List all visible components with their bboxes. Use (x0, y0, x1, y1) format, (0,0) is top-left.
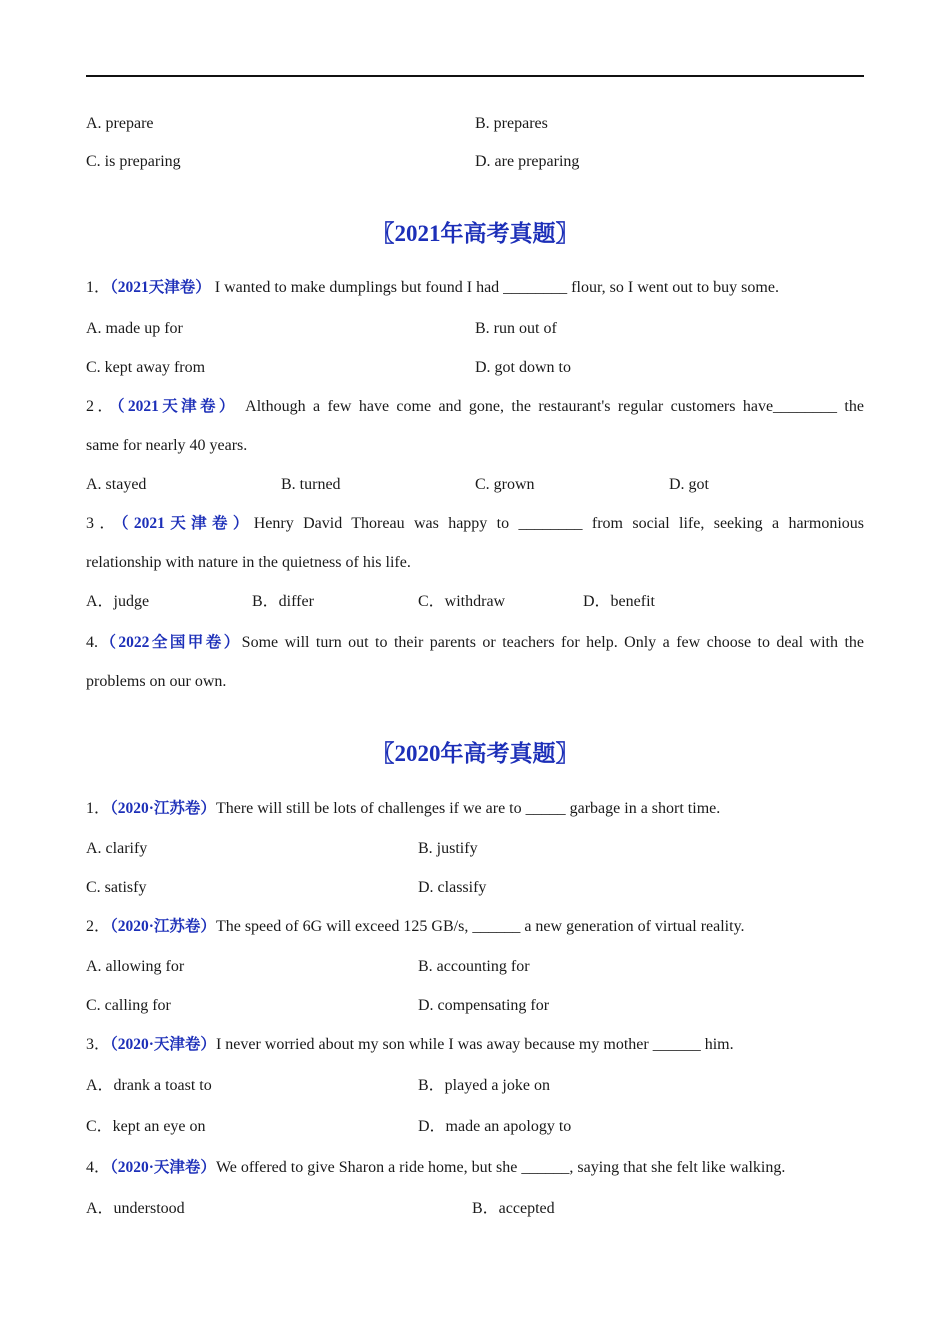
question-text-continued: relationship with nature in the quietness of his life. (86, 554, 411, 571)
header-rule (86, 75, 864, 77)
question-source: （2021天津卷） (110, 279, 211, 296)
question-number: 4． (86, 1159, 111, 1176)
question-text: Although a few have come and gone, the restaurant's regular customers have________ the (237, 398, 864, 415)
question-source: （2020·江苏卷） (110, 800, 216, 817)
question-text-continued: problems on our own. (86, 673, 227, 690)
option-c: C. satisfy (86, 879, 147, 896)
question-text-continued: same for nearly 40 years. (86, 437, 248, 454)
question-text: Some will turn out to their parents or teachers for help. Only a few choose to deal with the (241, 634, 864, 651)
option-b: B. prepares (475, 115, 548, 132)
question-text: Henry David Thoreau was happy to ________ from social life, seeking a harmonious (253, 515, 864, 532)
question-number: 4. (86, 634, 98, 651)
question-2021-1 (86, 278, 864, 298)
option-b: B. justify (418, 840, 478, 857)
option-d: D. got (669, 476, 709, 493)
question-2020-4 (86, 1158, 864, 1178)
question-number: 1． (86, 800, 111, 817)
question-number: 1． (86, 279, 111, 296)
question-2020-2 (86, 917, 864, 937)
question-text: There will still be lots of challenges if we are to _____ garbage in a short time. (215, 800, 721, 817)
question-source: （2020·天津卷） (110, 1036, 216, 1053)
option-b: B. turned (281, 476, 341, 493)
section-heading-2020: 〖2020年高考真题〗 (371, 741, 579, 766)
question-source: （2020·江苏卷） (110, 918, 216, 935)
option-c: C．withdraw (418, 593, 506, 610)
option-b: B. accounting for (418, 958, 530, 975)
option-a: A. prepare (86, 115, 154, 132)
option-b: B．played a joke on (418, 1077, 550, 1094)
option-d: D. classify (418, 879, 487, 896)
option-b: B. run out of (475, 320, 557, 337)
option-a: A. stayed (86, 476, 147, 493)
option-c: C. kept away from (86, 359, 206, 376)
question-2021-3 (86, 514, 864, 534)
option-b: B．differ (252, 593, 314, 610)
option-a: A．drank a toast to (86, 1077, 212, 1094)
question-text: We offered to give Sharon a ride home, but she ______, saying that she felt like walking. (215, 1159, 786, 1176)
question-number: 2． (86, 398, 117, 415)
option-a: A．understood (86, 1200, 185, 1217)
question-source: （2020·天津卷） (110, 1159, 216, 1176)
option-d: D．made an apology to (418, 1118, 572, 1135)
option-c: C．kept an eye on (86, 1118, 206, 1135)
question-2021-2 (86, 397, 864, 417)
question-number: 2． (86, 918, 111, 935)
question-2020-3 (86, 1035, 864, 1055)
option-d: D．benefit (583, 593, 655, 610)
question-text: The speed of 6G will exceed 125 GB/s, ______ a new generation of virtual reality. (215, 918, 745, 935)
option-b: B．accepted (472, 1200, 555, 1217)
question-text: I never worried about my son while I was away because my mother ______ him. (215, 1036, 734, 1053)
question-2020-1 (86, 799, 864, 819)
question-source: （2022全国甲卷） (98, 634, 242, 651)
question-number: 3． (86, 515, 121, 532)
option-d: D. compensating for (418, 997, 550, 1014)
option-a: A. made up for (86, 320, 183, 337)
question-text: I wanted to make dumplings but found I had ________ flour, so I went out to buy some. (210, 279, 779, 296)
option-c: C. is preparing (86, 153, 181, 170)
option-d: D. got down to (475, 359, 571, 376)
option-d: D. are preparing (475, 153, 580, 170)
option-a: A. allowing for (86, 958, 185, 975)
section-heading-2021: 〖2021年高考真题〗 (371, 221, 579, 246)
option-c: C. calling for (86, 997, 171, 1014)
question-number: 3． (86, 1036, 111, 1053)
question-source: （2021天津卷） (120, 515, 254, 532)
question-source: （2021天津卷） (116, 398, 238, 415)
option-a: A．judge (86, 593, 150, 610)
option-c: C. grown (475, 476, 535, 493)
option-a: A. clarify (86, 840, 148, 857)
question-2021-4 (86, 633, 864, 653)
